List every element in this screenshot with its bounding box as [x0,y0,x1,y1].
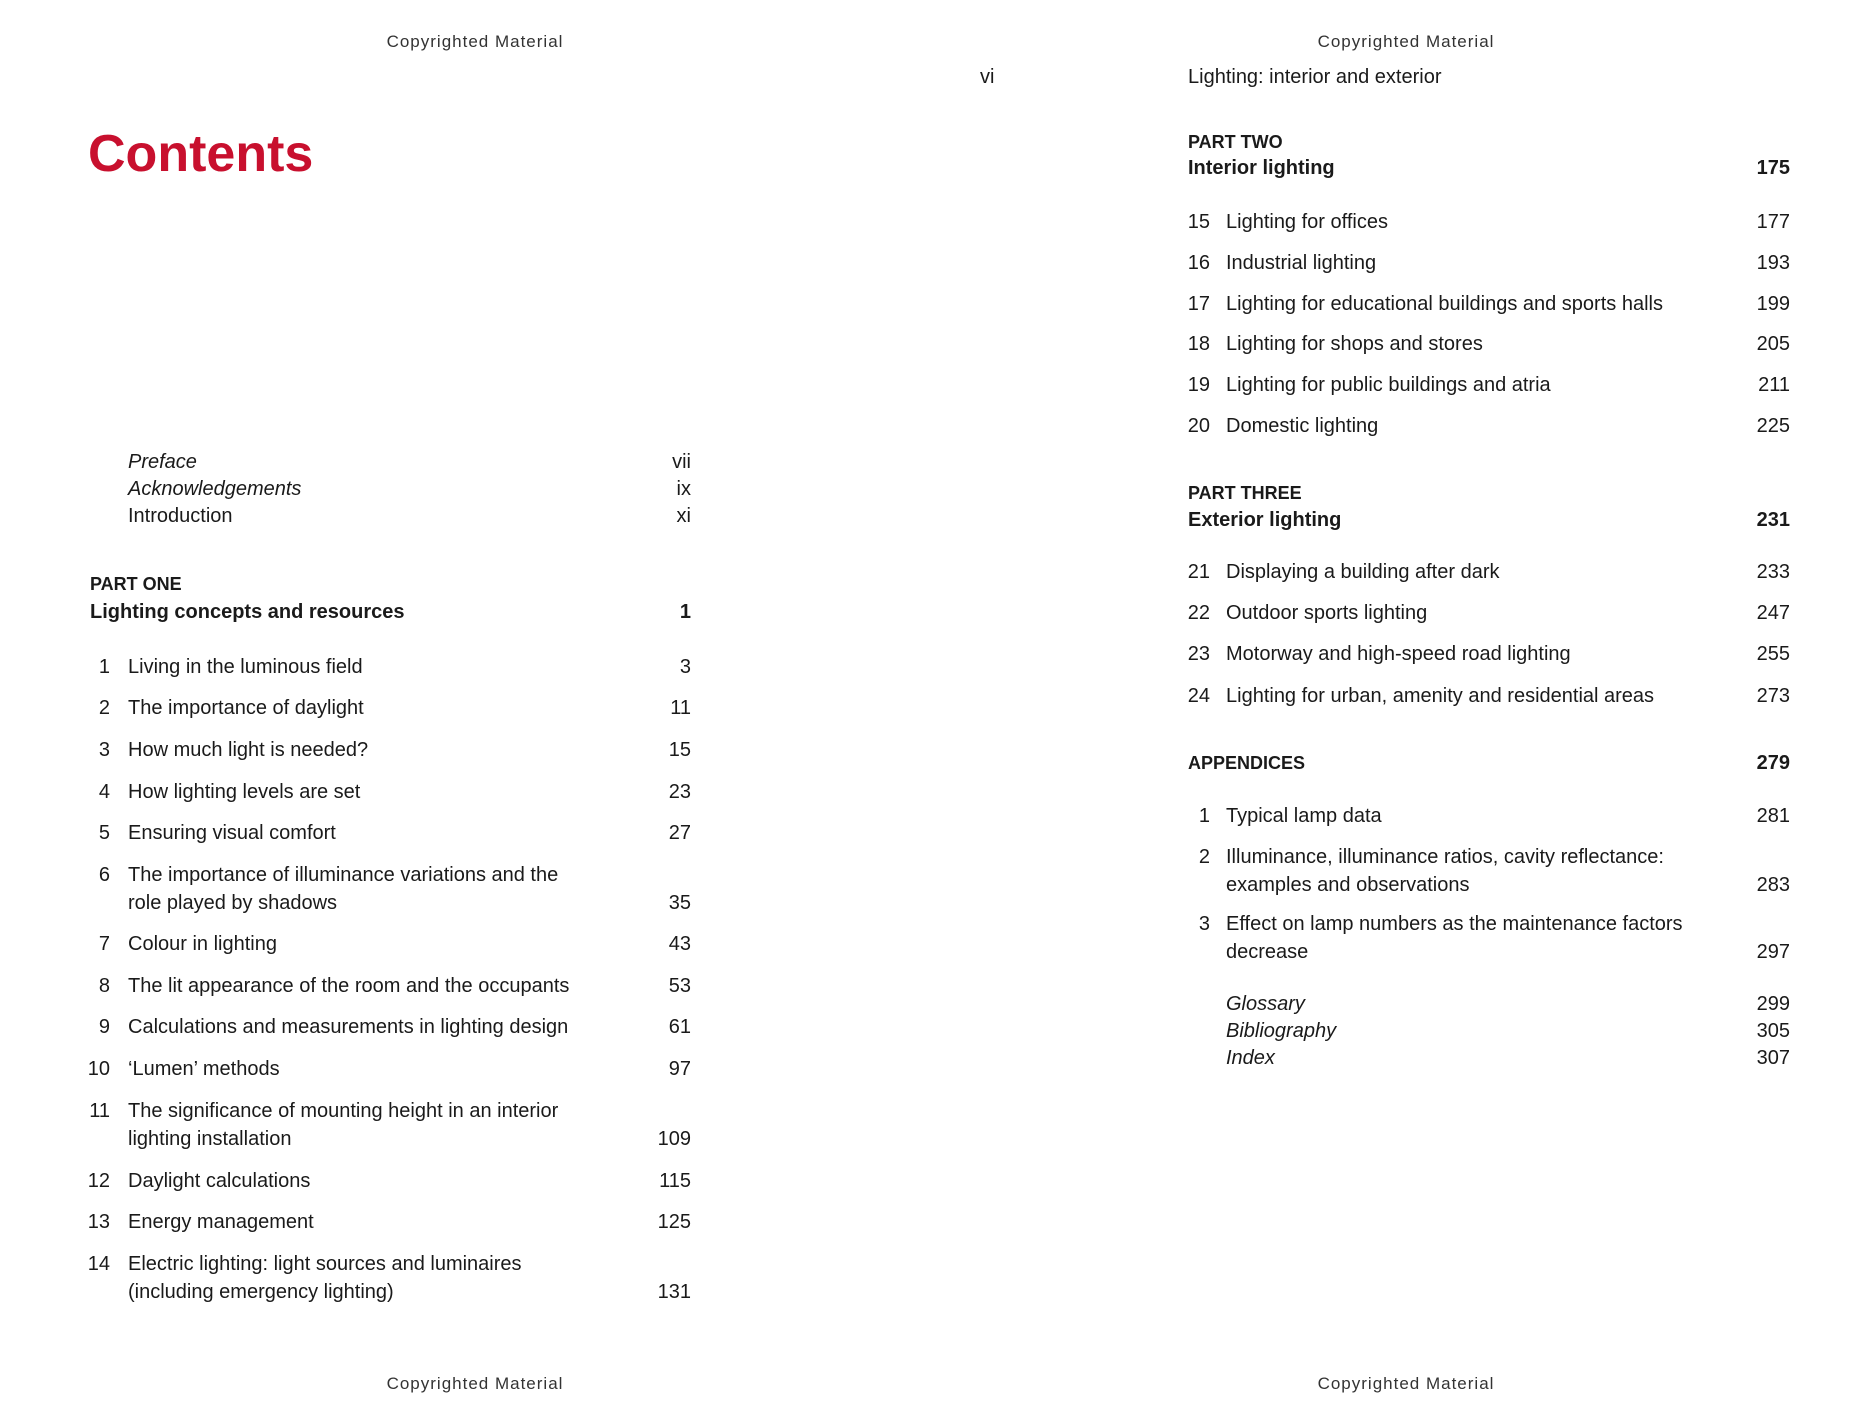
entry-title[interactable]: Lighting for offices [1226,211,1388,233]
appendices-page[interactable]: 279 [1756,752,1790,774]
entry-page[interactable]: 15 [668,739,691,761]
part-label: PART THREE [1188,483,1302,503]
entry-page[interactable]: 177 [1756,211,1790,233]
back-matter-item[interactable]: Glossary [1226,993,1305,1015]
entry-title[interactable]: Lighting for public buildings and atria [1226,374,1551,396]
entry-number: 3 [1198,913,1210,935]
entry-page[interactable]: 27 [668,822,691,844]
watermark-top-right: Copyrighted Material [1317,32,1495,51]
part-label: PART ONE [90,574,182,594]
watermark-bottom-right: Copyrighted Material [1317,1374,1495,1393]
entry-number: 21 [1187,561,1210,583]
page-title: Contents [88,125,314,183]
part-label: PART TWO [1188,132,1283,152]
entry-number: 1 [1198,805,1210,827]
entry-page[interactable]: 3 [679,656,691,678]
entry-page[interactable]: 97 [668,1058,691,1080]
back-matter-page[interactable]: 307 [1756,1047,1790,1069]
entry-title[interactable]: Motorway and high-speed road lighting [1226,643,1571,665]
entry-title[interactable]: Colour in lighting [128,933,277,955]
entry-number: 7 [98,933,110,955]
entry-number: 2 [1198,846,1210,868]
front-matter-acknowledgements[interactable]: Acknowledgements [128,478,302,500]
entry-title[interactable]: Industrial lighting [1226,252,1377,274]
entry-title[interactable]: Outdoor sports lighting [1226,602,1428,624]
entry-number: 19 [1187,374,1210,396]
entry-page[interactable]: 205 [1756,333,1790,355]
entry-page[interactable]: 43 [668,933,691,955]
entry-title[interactable]: Lighting for urban, amenity and residential areas [1226,685,1655,707]
entry-page[interactable]: 109 [657,1127,691,1150]
front-matter-page[interactable]: ix [676,478,691,500]
entry-page[interactable]: 61 [668,1016,691,1038]
entry-page[interactable]: 199 [1756,293,1790,315]
part-page[interactable]: 175 [1756,157,1790,179]
entry-title[interactable]: Illuminance, illuminance ratios, cavity reflectance: [1226,846,1664,868]
entry-number: 14 [87,1253,110,1275]
entry-title[interactable]: Electric lighting: light sources and luminaires [128,1253,522,1275]
entry-number: 3 [98,739,110,761]
entry-number: 12 [87,1170,110,1192]
part-page[interactable]: 231 [1756,509,1790,531]
entry-page[interactable]: 255 [1756,643,1790,665]
entry-title[interactable]: How lighting levels are set [128,781,361,803]
entry-title[interactable]: Lighting for shops and stores [1226,333,1483,355]
entry-page[interactable]: 11 [670,697,691,719]
entry-number: 5 [98,822,110,844]
entry-title[interactable]: Effect on lamp numbers as the maintenance factors [1226,913,1683,935]
part-title[interactable]: Interior lighting [1188,157,1335,179]
entry-page[interactable]: 297 [1756,940,1790,963]
entry-page[interactable]: 115 [659,1170,691,1192]
entry-number: 2 [98,697,110,719]
entry-number: 8 [98,975,110,997]
front-matter-page[interactable]: xi [676,505,691,527]
part-title[interactable]: Exterior lighting [1188,509,1342,531]
entry-number: 23 [1187,643,1210,665]
entry-number: 17 [1187,293,1210,315]
entry-title[interactable]: Displaying a building after dark [1226,561,1500,583]
back-matter-page[interactable]: 299 [1756,993,1790,1015]
entry-title[interactable]: (including emergency lighting) [128,1280,394,1303]
entry-number: 11 [89,1100,110,1122]
back-matter-page[interactable]: 305 [1756,1020,1790,1042]
entry-page[interactable]: 283 [1756,873,1790,896]
part-page[interactable]: 1 [679,601,691,623]
front-matter-page[interactable]: vii [672,451,691,473]
watermark-top-left: Copyrighted Material [386,32,564,51]
entry-page[interactable]: 211 [1758,374,1790,396]
entry-page[interactable]: 193 [1756,252,1790,274]
entry-page[interactable]: 281 [1756,805,1790,827]
part-title[interactable]: Lighting concepts and resources [90,601,405,623]
entry-title[interactable]: The importance of illuminance variations and the [128,864,559,886]
entry-title[interactable]: examples and observations [1226,873,1470,896]
entry-title[interactable]: Ensuring visual comfort [128,822,336,844]
entry-page[interactable]: 35 [668,891,691,914]
entry-number: 13 [87,1211,110,1233]
entry-title[interactable]: Typical lamp data [1226,805,1382,827]
entry-title[interactable]: ‘Lumen’ methods [128,1058,280,1080]
entry-title[interactable]: The importance of daylight [128,697,364,719]
entry-number: 16 [1187,252,1210,274]
entry-title[interactable]: Daylight calculations [128,1170,311,1192]
entry-title[interactable]: Domestic lighting [1226,415,1379,437]
entry-title[interactable]: Energy management [128,1211,314,1233]
entry-title[interactable]: The lit appearance of the room and the occupants [128,975,570,997]
entry-title[interactable]: Calculations and measurements in lighting design [128,1016,569,1038]
appendices-heading[interactable]: APPENDICES [1188,753,1306,773]
entry-page[interactable]: 131 [657,1280,691,1303]
entry-page[interactable]: 53 [668,975,691,997]
entry-title[interactable]: Living in the luminous field [128,656,363,678]
entry-title[interactable]: lighting installation [128,1127,292,1150]
entry-page[interactable]: 125 [657,1211,691,1233]
entry-number: 10 [87,1058,110,1080]
front-matter-preface[interactable]: Preface [128,451,197,473]
entry-number: 18 [1187,333,1210,355]
entry-page[interactable]: 247 [1756,602,1790,624]
entry-title[interactable]: The significance of mounting height in an interior [128,1100,559,1122]
entry-number: 1 [98,656,110,678]
entry-number: 9 [98,1016,110,1038]
entry-title[interactable]: Lighting for educational buildings and sports halls [1226,293,1663,315]
running-head: Lighting: interior and exterior [1188,66,1442,88]
entry-number: 22 [1187,602,1210,624]
entry-number: 6 [98,864,110,886]
entry-title[interactable]: How much light is needed? [128,739,369,761]
entry-number: 20 [1187,415,1210,437]
entry-number: 4 [98,781,110,803]
entry-title[interactable]: role played by shadows [128,891,338,914]
entry-number: 24 [1187,685,1210,707]
watermark-bottom-left: Copyrighted Material [386,1374,564,1393]
entry-page[interactable]: 233 [1756,561,1790,583]
entry-page[interactable]: 273 [1756,685,1790,707]
back-matter-item[interactable]: Bibliography [1226,1020,1337,1042]
entry-number: 15 [1187,211,1210,233]
entry-title[interactable]: decrease [1226,940,1309,963]
entry-page[interactable]: 225 [1756,415,1790,437]
back-matter-item[interactable]: Index [1226,1047,1275,1069]
page-number: vi [980,66,995,88]
entry-page[interactable]: 23 [668,781,691,803]
front-matter-introduction[interactable]: Introduction [128,505,233,527]
